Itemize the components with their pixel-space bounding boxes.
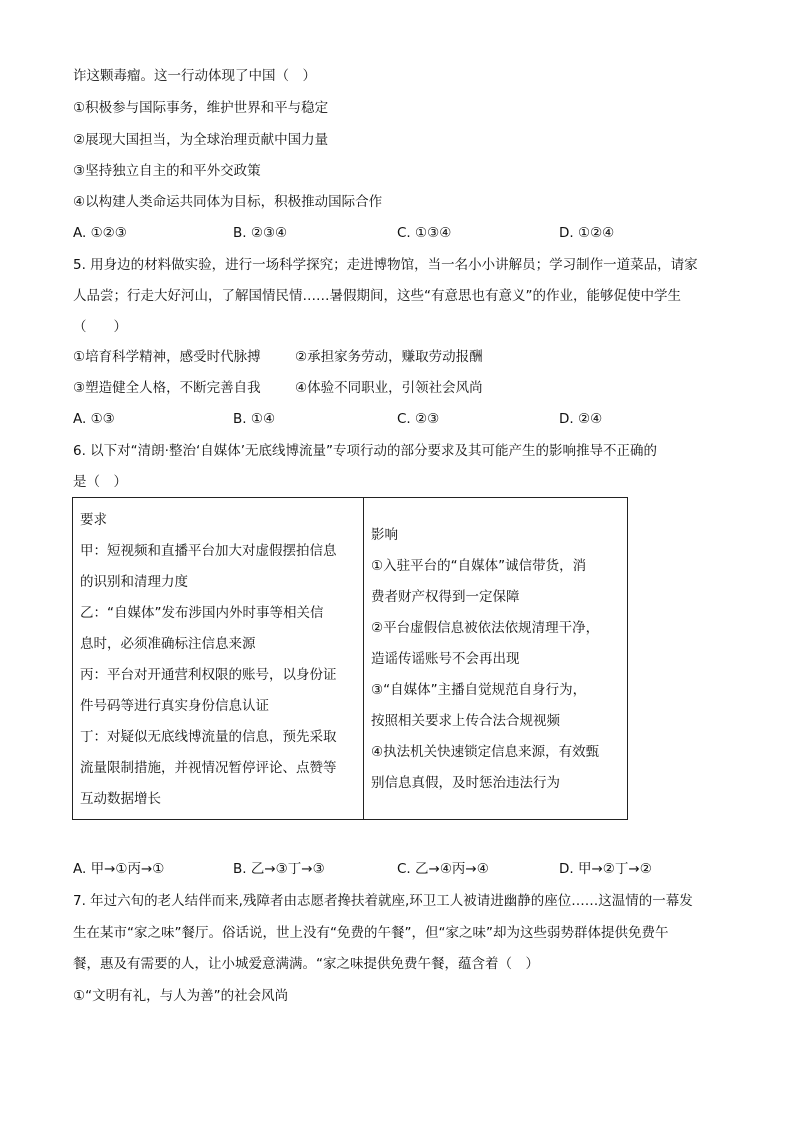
q6-right-line-3: ②平台虚假信息被依法依规清理干净， bbox=[371, 620, 600, 636]
q5-item-4: ④体验不同职业，引领社会风尚 bbox=[295, 380, 483, 396]
q6-right-line-1: ①入驻平台的“自媒体”诚信带货，消 bbox=[371, 558, 587, 574]
q5-item-2: ②承担家务劳动，赚取劳动报酬 bbox=[295, 349, 483, 365]
q5-stem-line-3: （ ） bbox=[73, 319, 127, 335]
q5-option-a[interactable]: A. ①③ bbox=[73, 411, 115, 427]
q5-item-1: ①培育科学精神，感受时代脉搏 bbox=[73, 349, 261, 365]
q5-options bbox=[73, 409, 673, 429]
q4-item-3: ③坚持独立自主的和平外交政策 bbox=[73, 163, 261, 179]
q6-stem-line-2: 是（ ） bbox=[73, 474, 127, 490]
q6-left-line-7: 丁：对疑似无底线博流量的信息，预先采取 bbox=[80, 729, 337, 745]
q5-item-3: ③塑造健全人格，不断完善自我 bbox=[73, 380, 261, 396]
q6-option-d[interactable]: D. 甲→②丁→② bbox=[559, 861, 652, 877]
q6-stem-line-1: 6. 以下对“清朗·整治‘自媒体’无底线博流量”专项行动的部分要求及其可能产生的影响推导不正确的 bbox=[73, 443, 658, 459]
q5-option-d[interactable]: D. ②④ bbox=[559, 411, 603, 427]
q5-stem-line-2: 人品尝；行走大好河山，了解国情民情……暑假期间，这些“有意思也有意义”的作业，能够促使中学生 bbox=[73, 288, 681, 304]
q4-options bbox=[73, 223, 673, 243]
q6-left-line-5: 丙：平台对开通营利权限的账号，以身份证 bbox=[80, 667, 337, 683]
q6-left-line-9: 互动数据增长 bbox=[80, 791, 161, 807]
q5-option-b[interactable]: B. ①④ bbox=[233, 411, 276, 427]
q6-options bbox=[73, 859, 673, 879]
q6-left-line-4: 息时，必须准确标注信息来源 bbox=[80, 636, 256, 652]
q7-stem-line-1: 7. 年过六旬的老人结伴而来,残障者由志愿者搀扶着就座,环卫工人被请进幽静的座位……这温情的一幕发 bbox=[73, 893, 693, 909]
q6-option-c[interactable]: C. 乙→④丙→④ bbox=[397, 861, 489, 877]
q5-option-c[interactable]: C. ②③ bbox=[397, 411, 440, 427]
q4-option-a[interactable]: A. ①②③ bbox=[73, 225, 127, 241]
q6-left-line-8: 流量限制措施，并视情况暂停评论、点赞等 bbox=[80, 760, 337, 776]
q7-stem-line-2: 生在某市“家之味”餐厅。俗话说，世上没有“免费的午餐”，但“家之味”却为这些弱势群体提供免费午 bbox=[73, 925, 669, 941]
q6-right-header: 影响 bbox=[371, 527, 398, 543]
q4-item-4: ④以构建人类命运共同体为目标，积极推动国际合作 bbox=[73, 194, 383, 210]
q4-option-d[interactable]: D. ①②④ bbox=[559, 225, 615, 241]
q5-stem-line-1: 5. 用身边的材料做实验，进行一场科学探究；走进博物馆，当一名小小讲解员；学习制作一道菜品，请家 bbox=[73, 257, 698, 273]
q6-right-line-8: 别信息真假，及时惩治违法行为 bbox=[371, 775, 560, 791]
q4-item-1: ①积极参与国际事务，维护世界和平与稳定 bbox=[73, 100, 329, 116]
q6-left-line-2: 的识别和清理力度 bbox=[80, 574, 188, 590]
q6-right-line-7: ④执法机关快速锁定信息来源，有效甄 bbox=[371, 744, 600, 760]
q4-item-2: ②展现大国担当，为全球治理贡献中国力量 bbox=[73, 132, 329, 148]
q6-right-line-4: 造谣传谣账号不会再出现 bbox=[371, 651, 520, 667]
q6-left-line-3: 乙：“自媒体”发布涉国内外时事等相关信 bbox=[80, 605, 324, 621]
q7-item-1: ①“文明有礼，与人为善”的社会风尚 bbox=[73, 988, 289, 1004]
q6-option-b[interactable]: B. 乙→③丁→③ bbox=[233, 861, 325, 877]
q4-option-c[interactable]: C. ①③④ bbox=[397, 225, 452, 241]
q7-stem-line-3: 餐，惠及有需要的人，让小城爱意满满。“家之味提供免费午餐，蕴含着（ ） bbox=[73, 956, 539, 972]
q4-option-b[interactable]: B. ②③④ bbox=[233, 225, 288, 241]
q6-option-a[interactable]: A. 甲→①丙→① bbox=[73, 861, 165, 877]
q6-left-line-6: 件号码等进行真实身份信息认证 bbox=[80, 698, 269, 714]
q6-left-line-1: 甲：短视频和直播平台加大对虚假摆拍信息 bbox=[80, 543, 337, 559]
q5-items-row-1 bbox=[73, 347, 573, 367]
q5-items-row-2 bbox=[73, 378, 573, 398]
q6-left-header: 要求 bbox=[80, 512, 107, 528]
q6-right-line-6: 按照相关要求上传合法合规视频 bbox=[371, 713, 560, 729]
q4-stem-end: 诈这颗毒瘤。这一行动体现了中国（ ） bbox=[73, 68, 316, 84]
q6-right-line-5: ③“自媒体”主播自觉规范自身行为， bbox=[371, 682, 587, 698]
q6-right-line-2: 费者财产权得到一定保障 bbox=[371, 589, 520, 605]
